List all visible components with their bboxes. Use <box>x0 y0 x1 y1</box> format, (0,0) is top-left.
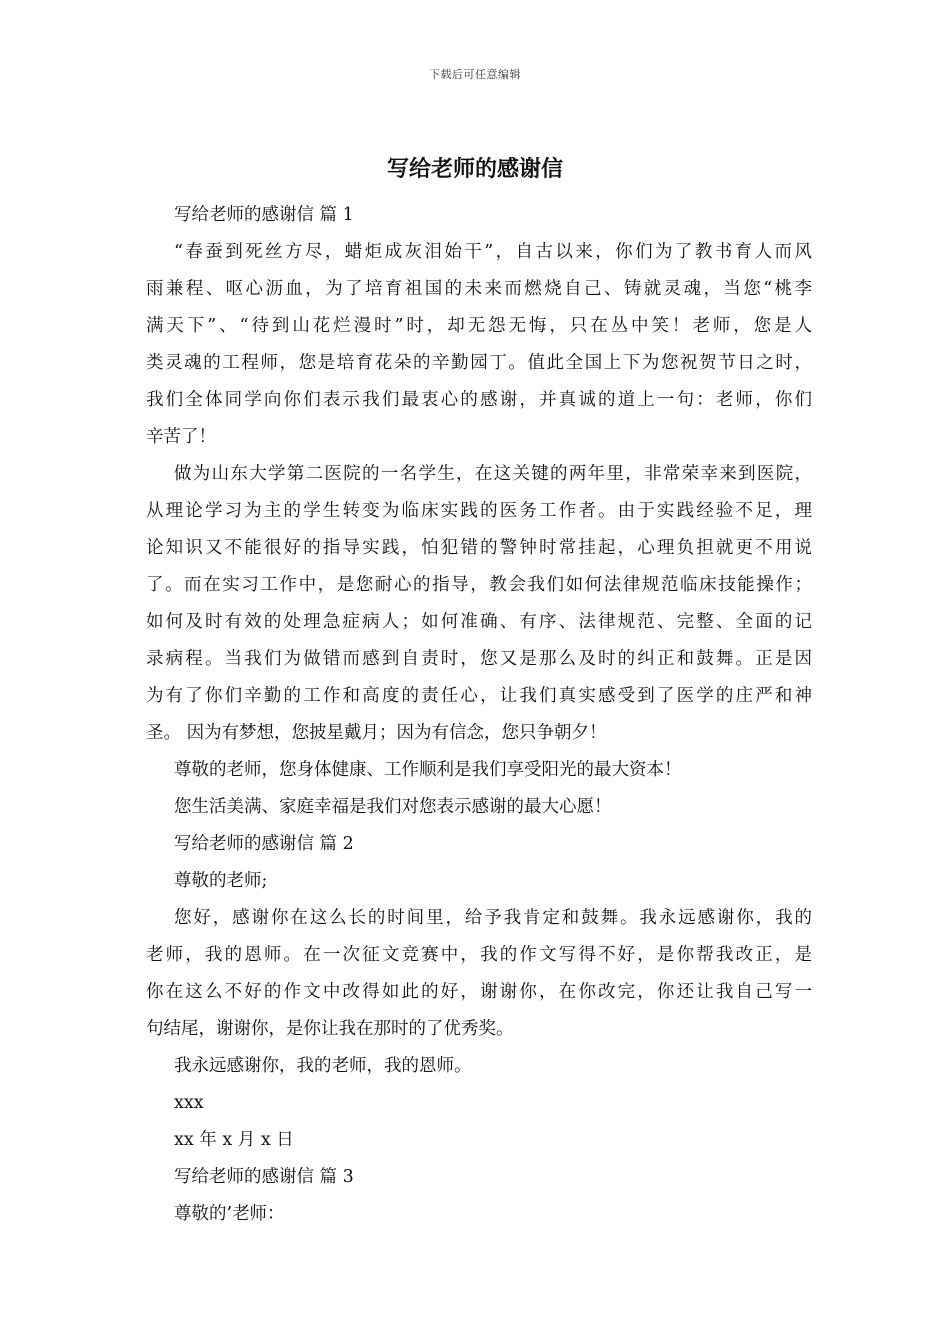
paragraph-line: 录病程。当我们为做错而感到自责时，您又是那么及时的纠正和鼓舞。正是因 <box>146 649 812 669</box>
paragraph-line: 从理论学习为主的学生转变为临床实践的医务工作者。由于实践经验不足，理 <box>146 501 812 521</box>
paragraph-line: 你在这么不好的作文中改得如此的好，谢谢你，在你改完，你还让我自己写一 <box>146 982 812 1002</box>
document-body <box>146 197 812 1233</box>
signature: xxx <box>174 1093 204 1113</box>
salutation: 尊敬的’老师： <box>174 1204 285 1224</box>
paragraph-line: 我们全体同学向你们表示我们最衷心的感谢，并真诚的道上一句：老师，你们 <box>146 390 812 410</box>
paragraph-line: 如何及时有效的处理急症病人；如何准确、有序、法律规范、完整、全面的记 <box>146 612 812 632</box>
paragraph-line: 尊敬的老师，您身体健康、工作顺利是我们享受阳光的最大资本！ <box>174 760 682 780</box>
section-heading-1: 写给老师的感谢信 篇 1 <box>174 205 354 225</box>
salutation: 尊敬的老师; <box>174 871 268 891</box>
paragraph-line: 论知识又不能很好的指导实践，怕犯错的警钟时常挂起，心理负担就更不用说 <box>146 538 812 558</box>
paragraph-line: 做为山东大学第二医院的一名学生，在这关键的两年里，非常荣幸来到医院， <box>174 464 812 484</box>
document-title: 写给老师的感谢信 <box>386 156 563 182</box>
section-heading-2: 写给老师的感谢信 篇 2 <box>174 834 354 854</box>
paragraph-line: 了。而在实习工作中，是您耐心的指导，教会我们如何法律规范临床技能操作； <box>146 575 812 595</box>
paragraph-line: 辛苦了！ <box>146 427 216 447</box>
paragraph-line: 圣。 因为有梦想，您披星戴月；因为有信念，您只争朝夕！ <box>146 723 607 743</box>
paragraph-line: 您好，感谢你在这么长的时间里，给予我肯定和鼓舞。我永远感谢你，我的 <box>174 908 812 928</box>
paragraph-line: 满天下”、“待到山花烂漫时”时，却无怨无悔，只在丛中笑！老师，您是人 <box>146 316 812 336</box>
paragraph-line: 类灵魂的工程师，您是培育花朵的辛勤园丁。值此全国上下为您祝贺节日之时， <box>146 353 812 373</box>
paragraph-line: 老师，我的恩师。在一次征文竞赛中，我的作文写得不好，是你帮我改正，是 <box>146 945 812 965</box>
paragraph-line: 您生活美满、家庭幸福是我们对您表示感谢的最大心愿！ <box>174 797 612 817</box>
date-line: xx 年 x 月 x 日 <box>174 1130 294 1150</box>
paragraph-line: 我永远感谢你，我的老师，我的恩师。 <box>174 1056 472 1076</box>
paragraph-line: 句结尾，谢谢你，是你让我在那时的了优秀奖。 <box>146 1019 514 1039</box>
paragraph-line: 为有了你们辛勤的工作和高度的责任心，让我们真实感受到了医学的庄严和神 <box>146 686 812 706</box>
section-heading-3: 写给老师的感谢信 篇 3 <box>174 1167 354 1187</box>
header-note: 下载后可任意编辑 <box>429 68 521 81</box>
paragraph-line: 雨兼程、呕心沥血，为了培育祖国的未来而燃烧自己、铸就灵魂，当您“桃李 <box>146 279 812 299</box>
paragraph-line: “春蚕到死丝方尽，蜡炬成灰泪始干”，自古以来，你们为了教书育人而风 <box>174 242 812 262</box>
